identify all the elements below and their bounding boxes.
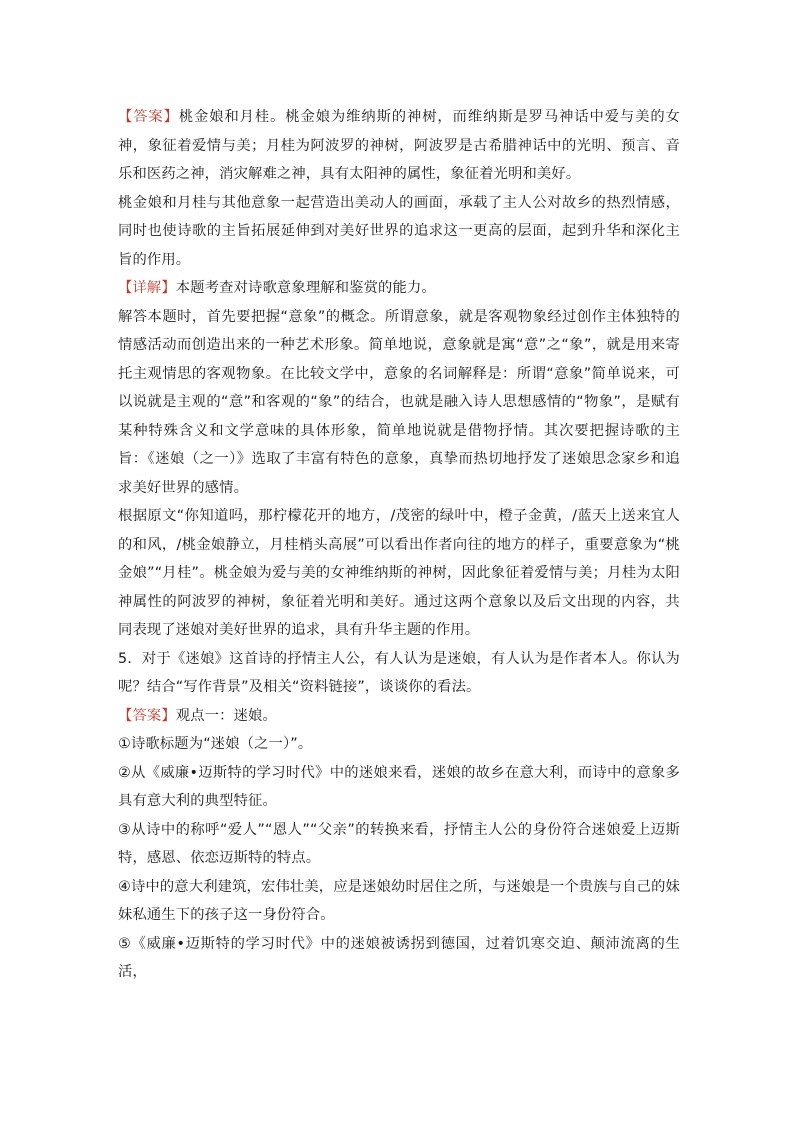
point-2: ②从《威廉•迈斯特的学习时代》中的迷娘来看，迷娘的故乡在意大利，而诗中的意象多具有意大利的典型特征。 [118, 764, 680, 809]
detail-paragraph-3: 根据原文“你知道吗，那柠檬花开的地方，/茂密的绿叶中，橙子金黄，/蓝天上送来宜人的和风，/桃金娘静立，月桂梢头高展”可以看出作者向往的地方的样子，重要意象为“桃金娘”“月桂”。桃金娘为爱与美的女神维纳斯的神树，因此象征着爱情与美；月桂为太阳神属性的阿波罗的神树，象征着光明和美好。通过这两个意象以及后文出现的内容，共同表现了迷娘对美好世界的追求，具有升华主题的作用。 [118, 508, 680, 638]
answer-5-paragraph [118, 702, 680, 731]
point-4: ④诗中的意大利建筑，宏伟壮美，应是迷娘幼时居住之所，与迷娘是一个贵族与自己的妹妹私通生下的孩子这一身份符合。 [118, 878, 680, 923]
answer-tag: 【答案】 [118, 109, 179, 125]
answer-text: 桃金娘和月桂。桃金娘为维纳斯的神树，而维纳斯是罗马神话中爱与美的女神，象征着爱情与美；月桂为阿波罗的神树，阿波罗是古希腊神话中的光明、预言、音乐和医药之神，消灾解难之神，具有太阳神的属性，象征着光明和美好。 [118, 109, 680, 182]
answer-5-text: 观点一：迷娘。 [175, 707, 277, 724]
point-1: ①诗歌标题为“迷娘（之一）”。 [118, 736, 313, 752]
answer-5-tag: 【答案】 [118, 707, 176, 724]
point-5: ⑤《威廉•迈斯特的学习时代》中的迷娘被诱拐到德国，过着饥寒交迫、颠沛流离的生活， [118, 935, 680, 980]
detail-paragraph [118, 274, 680, 303]
question-5: 5．对于《迷娘》这首诗的抒情主人公，有人认为是迷娘，有人认为是作者本人。你认为呢？结合“写作背景”及相关“资料链接”，谈谈你的看法。 [118, 650, 680, 695]
detail-text: 本题考查对诗歌意象理解和鉴赏的能力。 [175, 280, 436, 296]
answer-paragraph-2: 桃金娘和月桂与其他意象一起营造出美动人的画面，承载了主人公对故乡的热烈情感，同时也使诗歌的主旨拓展延伸到对美好世界的追求这一更高的层面，起到升华和深化主旨的作用。 [118, 194, 680, 268]
detail-tag: 【详解】 [118, 280, 176, 296]
answer-paragraph [118, 103, 680, 189]
point-3: ③从诗中的称呼“爱人”“恩人”“父亲”的转换来看，抒情主人公的身份符合迷娘爱上迈斯特，感恩、依恋迈斯特的特点。 [118, 821, 680, 866]
detail-paragraph-2: 解答本题时，首先要把握“意象”的概念。所谓意象，就是客观物象经过创作主体独特的情感活动而创造出来的一种艺术形象。简单地说，意象就是寓“意”之“象”，就是用来寄托主观情思的客观物象。在比较文学中，意象的名词解释是：所谓“意象”简单说来，可以说就是主观的“意”和客观的“象”的结合，也就是融入诗人思想感情的“物象”，是赋有某种特殊含义和文学意味的具体形象，简单地说就是借物抒情。其次要把握诗歌的主旨：《迷娘（之一）》选取了丰富有特色的意象，真挚而热切地抒发了迷娘思念家乡和追求美好世界的感情。 [118, 308, 680, 496]
document-body [118, 103, 680, 987]
